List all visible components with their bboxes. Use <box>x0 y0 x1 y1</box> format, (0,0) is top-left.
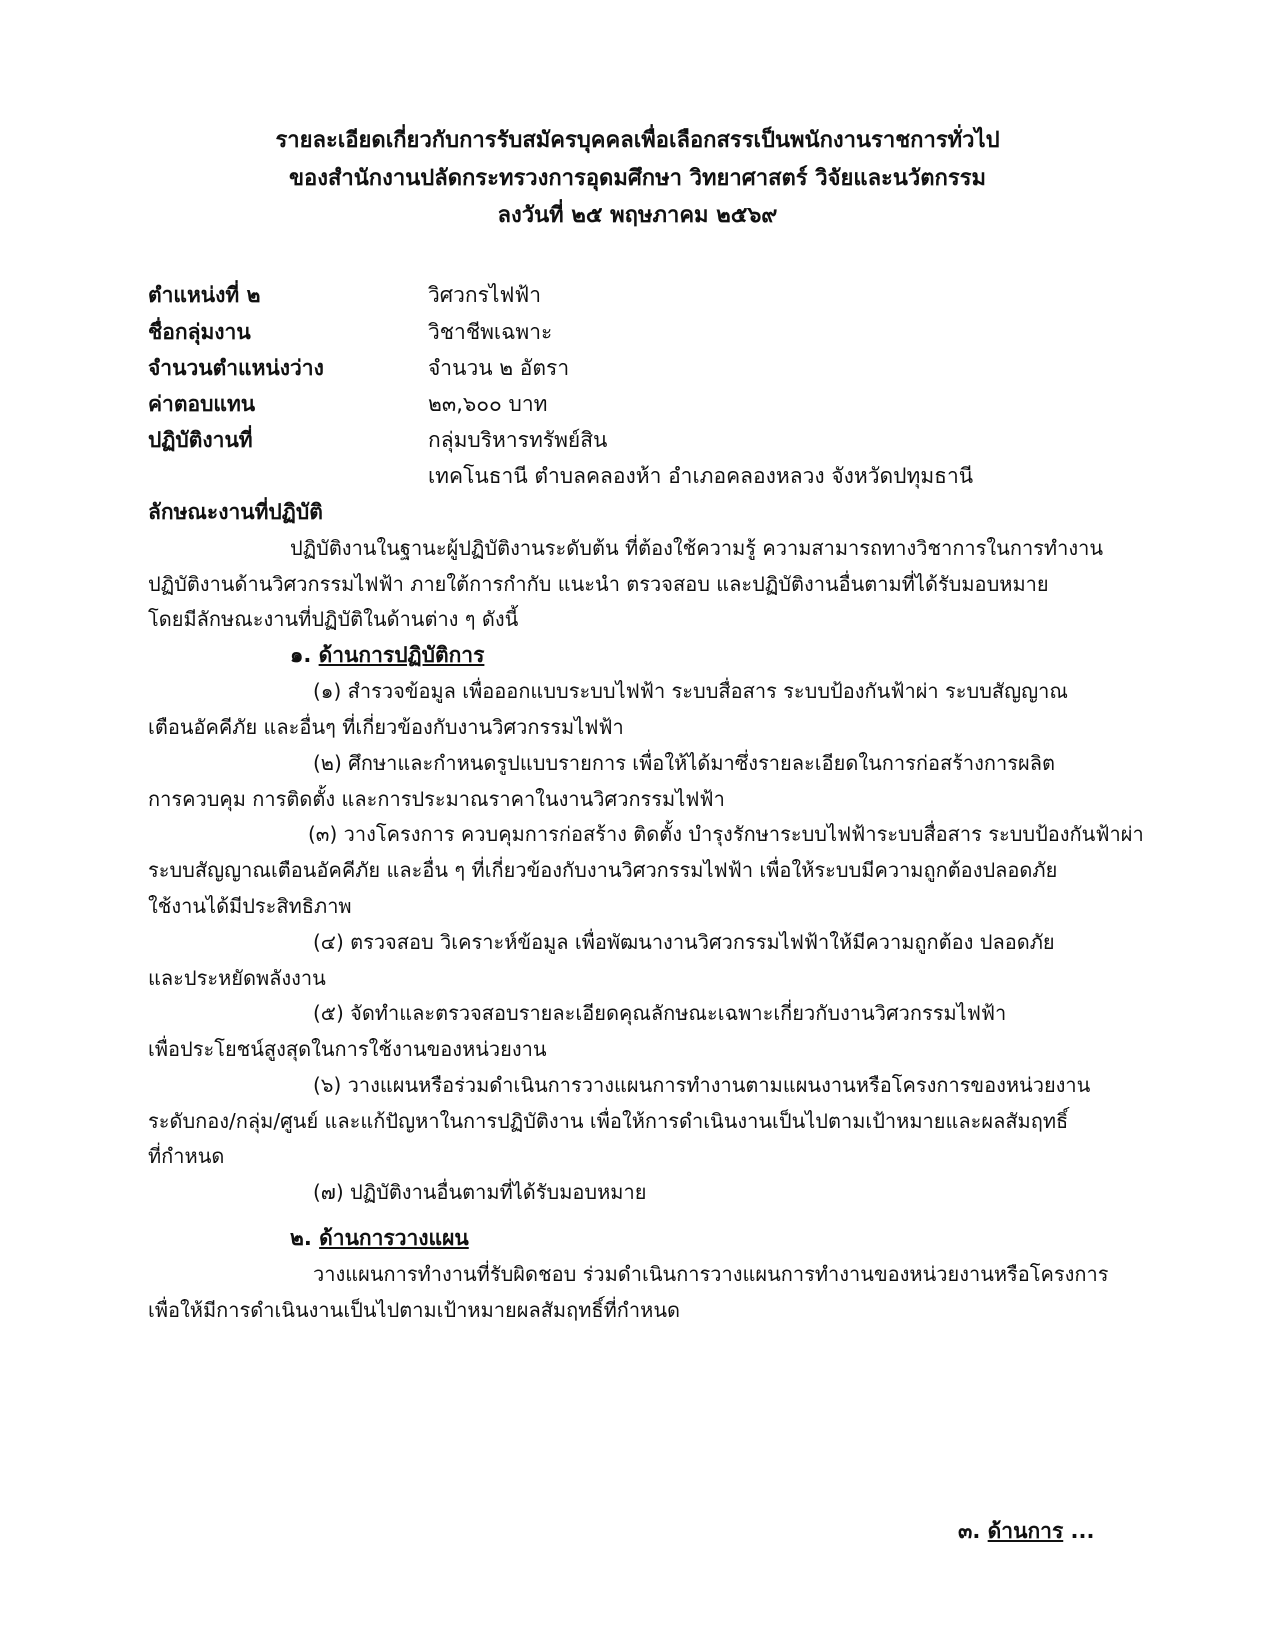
s1-item3-line1: (๓) วางโครงการ ควบคุมการก่อสร้าง ติดตั้ง บำรุงรักษาระบบไฟฟ้าระบบสื่อสาร ระบบป้องกันฟ้าผ่า <box>308 822 1144 846</box>
info-value-group: วิชาชีพเฉพาะ <box>428 320 553 344</box>
s2-line1: วางแผนการทำงานที่รับผิดชอบ ร่วมดำเนินการวางแผนการทำงานของหน่วยงานหรือโครงการ <box>313 1262 1109 1286</box>
footer-ellipsis: ... <box>1070 1519 1095 1543</box>
s1-item2-line2: การควบคุม การติดตั้ง และการประมาณราคาในงานวิศวกรรมไฟฟ้า <box>148 787 725 811</box>
s1-item3-line2: ระบบสัญญาณเตือนอัคคีภัย และอื่น ๆ ที่เกี่ยวข้องกับงานวิศวกรรมไฟฟ้า เพื่อให้ระบบมีความถูกต้องปลอดภัย <box>148 858 1058 882</box>
section2-title: ด้านการวางแผน <box>319 1226 469 1250</box>
s1-item6-line2: ระดับกอง/กลุ่ม/ศูนย์ และแก้ปัญหาในการปฏิบัติงาน เพื่อให้การดำเนินงานเป็นไปตามเป้าหมายและผลสัมฤทธิ์ <box>148 1109 1069 1133</box>
section1-heading <box>290 639 484 672</box>
info-label-vacancies: จำนวนตำแหน่งว่าง <box>148 356 324 380</box>
info-label-group: ชื่อกลุ่มงาน <box>148 320 251 344</box>
info-label-salary: ค่าตอบแทน <box>148 392 256 416</box>
section1-title: ด้านการปฏิบัติการ <box>318 643 485 667</box>
nature-intro-line2: ปฏิบัติงานด้านวิศวกรรมไฟฟ้า ภายใต้การกำกับ แนะนำ ตรวจสอบ และปฏิบัติงานอื่นตามที่ได้รับมอบหมาย <box>148 572 1049 596</box>
nature-intro-line1: ปฏิบัติงานในฐานะผู้ปฏิบัติงานระดับต้น ที่ต้องใช้ความรู้ ความสามารถทางวิชาการในการทำงาน <box>290 536 1104 560</box>
s1-item7-line1: (๗) ปฏิบัติงานอื่นตามที่ได้รับมอบหมาย <box>313 1180 647 1204</box>
info-value-salary: ๒๓,๖๐๐ บาท <box>428 392 548 416</box>
info-value-workplace: กลุ่มบริหารทรัพย์สิน <box>428 428 608 452</box>
s1-item4-line1: (๔) ตรวจสอบ วิเคราะห์ข้อมูล เพื่อพัฒนางานวิศวกรรมไฟฟ้าให้มีความถูกต้อง ปลอดภัย <box>313 930 1055 954</box>
page-continuation <box>958 1515 1094 1548</box>
s1-item5-line1: (๕) จัดทำและตรวจสอบรายละเอียดคุณลักษณะเฉพาะเกี่ยวกับงานวิศวกรรมไฟฟ้า <box>313 1001 1007 1025</box>
s1-item6-line1: (๖) วางแผนหรือร่วมดำเนินการวางแผนการทำงานตามแผนงานหรือโครงการของหน่วยงาน <box>313 1073 1091 1097</box>
info-value-vacancies: จำนวน ๒ อัตรา <box>428 356 570 380</box>
s1-item6-line3: ที่กำหนด <box>148 1144 225 1168</box>
info-value-workplace-address: เทคโนธานี ตำบลคลองห้า อำเภอคลองหลวง จังหวัดปทุมธานี <box>428 464 974 488</box>
section2-number: ๒. <box>290 1226 312 1250</box>
s1-item2-line1: (๒) ศึกษาและกำหนดรูปแบบรายการ เพื่อให้ได้มาซึ่งรายละเอียดในการก่อสร้างการผลิต <box>313 751 1055 775</box>
section2-heading <box>290 1222 469 1255</box>
footer-number: ๓. <box>958 1519 981 1543</box>
section-heading-nature: ลักษณะงานที่ปฏิบัติ <box>148 500 323 524</box>
s1-item1-line1: (๑) สำรวจข้อมูล เพื่อออกแบบระบบไฟฟ้า ระบบสื่อสาร ระบบป้องกันฟ้าผ่า ระบบสัญญาณ <box>313 679 1068 703</box>
s1-item3-line3: ใช้งานได้มีประสิทธิภาพ <box>148 894 352 918</box>
info-label-position: ตำแหน่งที่ ๒ <box>148 283 261 307</box>
s1-item1-line2: เตือนอัคคีภัย และอื่นๆ ที่เกี่ยวข้องกับงานวิศวกรรมไฟฟ้า <box>148 715 624 739</box>
document-title-line2: ของสำนักงานปลัดกระทรวงการอุดมศึกษา วิทยาศาสตร์ วิจัยและนวัตกรรม <box>288 166 987 191</box>
section1-number: ๑. <box>290 643 312 667</box>
s1-item4-line2: และประหยัดพลังงาน <box>148 966 326 990</box>
document-title-line1: รายละเอียดเกี่ยวกับการรับสมัครบุคคลเพื่อเลือกสรรเป็นพนักงานราชการทั่วไป <box>275 128 1000 153</box>
document-date-line: ลงวันที่ ๒๕ พฤษภาคม ๒๕๖๙ <box>497 203 778 228</box>
footer-title: ด้านการ <box>987 1519 1064 1543</box>
s1-item5-line2: เพื่อประโยชน์สูงสุดในการใช้งานของหน่วยงาน <box>148 1037 547 1061</box>
info-value-position: วิศวกรไฟฟ้า <box>428 283 541 307</box>
info-label-workplace: ปฏิบัติงานที่ <box>148 428 253 452</box>
s2-line2: เพื่อให้มีการดำเนินงานเป็นไปตามเป้าหมายผลสัมฤทธิ์ที่กำหนด <box>148 1298 680 1322</box>
nature-intro-line3: โดยมีลักษณะงานที่ปฏิบัติในด้านต่าง ๆ ดังนี้ <box>148 607 519 631</box>
